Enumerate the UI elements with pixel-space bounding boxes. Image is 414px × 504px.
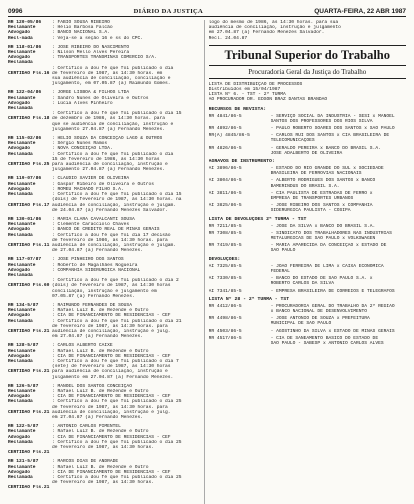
process-row bbox=[209, 276, 406, 286]
case-text bbox=[52, 343, 196, 379]
case-line: : MARCOS DIAS DE ANDRADE bbox=[52, 459, 119, 465]
process-line: SANTOS DOS PROFESSORES DOS RIOS SILVA bbox=[270, 118, 373, 124]
case-label: Advogado bbox=[8, 55, 31, 61]
case-line: de 24.04.87 (a) Fernando Menezes Salvador. bbox=[52, 207, 168, 213]
case-label: Reclamante bbox=[8, 141, 36, 147]
process-line: - EMPRESA BRASILEIRA DE CORREIOS E TELÉGRAFOS bbox=[270, 288, 395, 294]
process-number: AI 3811/86-5 bbox=[208, 190, 242, 196]
process-line: - ALBERTO RODRIGUES DOS SANTOS x BANCO bbox=[270, 178, 376, 184]
process-row bbox=[209, 329, 406, 334]
case-line: : CARLOS ALBERTO CAIXE bbox=[52, 343, 113, 349]
process-row bbox=[209, 126, 406, 131]
case-label: Advogado bbox=[8, 100, 31, 106]
case-line: : Clemente Caracciolo Chaves bbox=[52, 222, 130, 228]
case-line: audiência de conciliação, instrução e julg. bbox=[52, 409, 171, 415]
case-labels bbox=[8, 257, 52, 299]
case-line: : Certifico a dou fé que foi publicado o dia 7 bbox=[52, 358, 179, 364]
case-labels bbox=[8, 303, 52, 339]
case-line: julgamento, em 07.05.87 (a) Raimundo Gomes. bbox=[52, 81, 171, 87]
publication-date: QUARTA-FEIRA, 22 ABR 1987 bbox=[314, 8, 406, 15]
case-label: RR 128-5/87 bbox=[8, 343, 39, 349]
process-number: AI 3896/86-5 bbox=[208, 166, 242, 172]
process-row bbox=[209, 304, 406, 314]
case-line: de fevereiro de 1987, às 14:30 horas. bbox=[52, 445, 154, 451]
process-parties bbox=[271, 316, 406, 326]
case-label: Advogado bbox=[8, 313, 31, 319]
case-label: RR 117-07/87 bbox=[8, 257, 42, 263]
case-label: Reclamada bbox=[8, 475, 33, 481]
process-line: - CIA PAULISTA DE ESTRADAS DE FERRO x bbox=[270, 190, 373, 196]
process-parties bbox=[271, 133, 406, 143]
intro-line: LISTA DE DISTRIBUIÇÃO DE PROCESSOS bbox=[208, 81, 303, 87]
section-title: RECURSOS DE REVISTA: bbox=[208, 106, 267, 112]
case-entry bbox=[8, 90, 196, 132]
case-label: Reclamante bbox=[8, 262, 36, 268]
case-label: Advogado bbox=[8, 267, 31, 273]
case-line: : Certifico a dou fé que foi publicado o dia 25 bbox=[52, 439, 182, 445]
process-line: - SERVIÇO SOCIAL DA INDÚSTRIA - SESI x MANOEL bbox=[270, 113, 395, 119]
case-line: : CIA DE FINANCIAMENTO DE RESIDÊNCIAS - CEF bbox=[52, 469, 171, 475]
process-number: RR 7308/85-5 bbox=[208, 230, 242, 236]
case-labels bbox=[8, 90, 52, 132]
case-label: Advogado bbox=[8, 30, 31, 36]
case-line: : JOSÉ PINHEIRO DOS SANTOS bbox=[52, 257, 124, 263]
case-label: Reclamante bbox=[8, 308, 36, 314]
process-parties bbox=[271, 264, 406, 274]
case-labels bbox=[8, 20, 52, 41]
case-line: que se audiência de conciliação, instrução e bbox=[52, 121, 174, 127]
section-title: LISTA Nº 28 - 2ª TURMA - TST bbox=[208, 296, 290, 302]
case-line: : TRANSPORTES TRANSMINAS COMÉRCIO S/A. bbox=[52, 55, 157, 61]
case-line: : CIA DE FINANCIAMENTO DE RESIDÊNCIAS - CEF bbox=[52, 394, 171, 400]
process-row bbox=[209, 231, 406, 241]
case-label: Recl-mada bbox=[8, 35, 33, 41]
case-line: : Gaspar Ribeiro de Oliveira e Outros bbox=[52, 181, 154, 187]
process-row bbox=[209, 146, 406, 156]
case-text bbox=[52, 257, 196, 299]
process-row bbox=[209, 203, 406, 213]
case-line: : Nilson Mello Alves Pereira bbox=[52, 50, 130, 56]
case-line: : Roberto de Magalhães Nogueira bbox=[52, 262, 138, 268]
case-label: CERTIDÃO Fls.21 bbox=[8, 328, 50, 334]
case-label: RR 120-05/86 bbox=[8, 20, 42, 25]
case-line: : NOVA CONCEIÇÃO LTDA. bbox=[52, 146, 113, 152]
process-number: AI 3825/86-5 bbox=[208, 203, 242, 209]
case-entry bbox=[8, 303, 196, 339]
page-number: 0996 bbox=[8, 8, 23, 15]
process-number: RR 4841/86-5 bbox=[208, 113, 242, 119]
process-row bbox=[209, 191, 406, 201]
case-line: : HÉLIO SOUZA DA CONCEIÇÃO LAGO & OUTROS bbox=[52, 136, 163, 142]
case-line: julgamento 27.04.87 (a) Fernando Menezes. bbox=[52, 126, 166, 132]
case-label: Reclamada bbox=[8, 106, 33, 112]
case-entry bbox=[8, 384, 196, 420]
intro-line: audiência de conciliação, instrução e julgamento bbox=[208, 25, 341, 31]
case-label: CERTIDÃO Fls.16 bbox=[8, 70, 50, 76]
case-text bbox=[52, 90, 196, 132]
process-row bbox=[209, 264, 406, 274]
case-line: : Rafael Luiz B. de Rezende e Outro bbox=[52, 389, 149, 394]
process-parties bbox=[271, 146, 406, 156]
case-label: Reclamada bbox=[8, 232, 33, 238]
intro-line: em 27.04.87 (a) Fernando Menezes Salvador. bbox=[208, 30, 325, 36]
case-text bbox=[52, 384, 196, 420]
case-labels bbox=[8, 217, 52, 253]
process-parties bbox=[271, 336, 406, 346]
case-label: Advogado bbox=[8, 434, 31, 440]
case-label: Advogado bbox=[8, 469, 31, 475]
case-line: : Certifico a dou fé que foi publicado o dia 21 bbox=[52, 318, 182, 324]
process-row bbox=[209, 243, 406, 253]
case-entry bbox=[8, 176, 196, 212]
process-number: RR 4503/86-5 bbox=[208, 328, 242, 334]
case-label: Advogado bbox=[8, 353, 31, 359]
case-line: : CLÁUDIO XAVIER DE OLIVEIRA bbox=[52, 176, 130, 182]
case-label: Reclamada bbox=[8, 358, 33, 364]
process-number: AI 7341/85-5 bbox=[208, 288, 242, 294]
process-parties bbox=[271, 114, 406, 124]
process-parties bbox=[271, 224, 406, 229]
case-line: de fevereiro de 1986, às 14:30 horas. para bbox=[52, 237, 168, 243]
case-line: sua audiência de conciliação, conciliação e bbox=[52, 76, 171, 82]
case-label: CERTIDÃO Fls.21 bbox=[8, 485, 50, 491]
case-label: Reclamante bbox=[8, 464, 36, 470]
process-parties bbox=[271, 304, 406, 314]
case-labels bbox=[8, 45, 52, 87]
case-label: Reclamada bbox=[8, 399, 33, 405]
process-line: - PAULO ROBERTO SOARES DOS SANTOS x SÃO PAULO bbox=[270, 126, 395, 132]
intro-line: Recl. 24.04.87 bbox=[208, 35, 248, 41]
process-line: x BANCO NACIONAL DE DESENVOLVIMENTO bbox=[270, 308, 368, 314]
process-line: - CARLOS RUI DOS SANTOS x CIA BRASILEIRA DE bbox=[270, 133, 390, 139]
case-line: (dois) de fevereiro de 1987, às 14:30 horas bbox=[52, 283, 171, 289]
process-parties bbox=[271, 243, 406, 253]
case-line: de 27.04.87 (a) Fernando Menezes. bbox=[52, 248, 143, 254]
case-line: : RAIMUNDO FERNANDES DE SOUSA bbox=[52, 302, 132, 308]
case-line: : JOSÉ RIBEIRO DO NASCIMENTO bbox=[52, 44, 130, 50]
case-label: CERTIDÃO Fls.17 bbox=[8, 202, 50, 208]
case-line: : BANCO NACIONAL S.A. bbox=[52, 30, 110, 36]
case-line: : JORGE LISBOA & FILHOS LTDA bbox=[52, 90, 130, 96]
page-header bbox=[8, 6, 406, 17]
process-line: SIDERÚRGICA PAULISTA - COSIPA bbox=[270, 208, 351, 214]
process-number: AI 7325/85-5 bbox=[208, 263, 242, 269]
case-label: Reclamada bbox=[8, 151, 33, 157]
case-labels bbox=[8, 343, 52, 379]
case-text bbox=[52, 45, 196, 87]
case-line: audiência de conciliação, instrução e julgam. bbox=[52, 242, 177, 248]
case-line: : MARIA CLARA CAVALCANTI SOUSA bbox=[52, 216, 135, 222]
case-label: Reclamante bbox=[8, 25, 36, 31]
section-title: AGRAVOS DE INSTRUMENTO: bbox=[208, 159, 275, 165]
section-title: LISTA DE DEVOLUÇÕES 2ª TURMA - TST bbox=[208, 216, 307, 222]
process-line: BRASILEIRA DE FERROVIAS NACIONAIS bbox=[270, 171, 362, 177]
case-entry bbox=[8, 459, 196, 490]
process-number: RR 7211/85-5 bbox=[208, 223, 242, 229]
process-line: EMPRESA DE TRANSPORTES URBANOS bbox=[270, 196, 354, 202]
case-line: : Certifico a dou fé que foi publicado o dia 15 bbox=[52, 192, 182, 198]
case-line: : CIA DE FINANCIAMENTO DE RESIDÊNCIAS - CEF bbox=[52, 313, 171, 319]
process-line: - PROCURADORIA GERAL DO TRABALHO DA 2ª REGIÃO bbox=[270, 303, 395, 309]
process-line: SÃO PAULO - SABESP x ANTÔNIO CARLOS ALVES bbox=[270, 340, 384, 346]
case-line: 07.05.87 (a) Fernando Menezes. bbox=[52, 293, 135, 299]
case-label: RR 119-07/86 bbox=[8, 176, 42, 182]
case-label: CERTIDÃO Fls.21 bbox=[8, 450, 50, 456]
case-line: : Certifico a dou fé que foi publicado o dia 25 bbox=[52, 399, 182, 405]
case-line: : MANOEL DOS SANTOS CONCEIÇÃO bbox=[52, 383, 132, 389]
case-line: : Sandro Nunes de Oliveira e Outros bbox=[52, 95, 149, 101]
case-line: de fevereiro de 1987, às 14:30 horas. em bbox=[52, 70, 163, 76]
case-line: 15 de fevereiro de 1986, às 14:30 horas bbox=[52, 156, 160, 162]
process-row bbox=[209, 336, 406, 346]
case-label: RR 134-5/87 bbox=[8, 302, 39, 308]
case-line: de dezembro de 1986, às 14:30 horas. para bbox=[52, 116, 166, 122]
case-label: RR 130-01/86 bbox=[8, 216, 42, 222]
right-intro bbox=[209, 20, 406, 41]
case-label: Reclamante bbox=[8, 222, 36, 228]
case-label: Advogado bbox=[8, 186, 31, 192]
process-line: SÃO PAULO bbox=[270, 248, 296, 254]
case-line: (sete) de fevereiro de 1987, às 14:30 horas bbox=[52, 364, 171, 370]
process-parties bbox=[271, 289, 406, 294]
process-number: AI 7330/85-5 bbox=[208, 276, 242, 282]
process-parties bbox=[271, 329, 406, 334]
process-line: - JOSÉ RIBEIRO DOS SANTOS x COMPANHIA bbox=[270, 203, 373, 209]
case-entry bbox=[8, 217, 196, 253]
case-line: : Rafael Luiz B. de Rezende e Outro bbox=[52, 308, 149, 314]
case-line: : Sérgio Nunes Ramos bbox=[52, 141, 108, 147]
process-parties bbox=[271, 178, 406, 188]
case-line: : Certifico a dou fé que foi publicado o dia 15 bbox=[52, 111, 182, 117]
process-line: MUNICIPAL DE SÃO PAULO bbox=[270, 321, 332, 327]
left-column bbox=[8, 20, 196, 504]
case-text bbox=[52, 459, 196, 490]
case-label: Advogado bbox=[8, 146, 31, 152]
process-line: FEDERAL bbox=[270, 268, 290, 274]
case-label: Reclamada bbox=[8, 192, 33, 198]
process-line: - JOSÉ ANTÔNIO DE SOUZA x PREFEITURA bbox=[270, 316, 370, 322]
case-text bbox=[52, 424, 196, 455]
process-line: - JOÃO FERREIRA DE LIMA x CAIXA ECONÔMICA bbox=[270, 263, 384, 269]
case-label: RR 121-5/87 bbox=[8, 459, 39, 465]
case-entry bbox=[8, 45, 196, 87]
case-label: RR 122-5/87 bbox=[8, 424, 39, 430]
case-label: Reclamante bbox=[8, 389, 36, 394]
case-labels bbox=[8, 136, 52, 172]
case-line: : Hélio Barbosa Falcão bbox=[52, 25, 113, 31]
process-line: BAMERINDUS DO BRASIL S.A. bbox=[270, 183, 340, 189]
case-entry bbox=[8, 257, 196, 299]
process-number: AI 3804/86-5 bbox=[208, 178, 242, 184]
case-line: : BANCO DE CRÉDITO REAL DE MINAS GERAIS bbox=[52, 227, 160, 233]
process-row bbox=[209, 133, 406, 143]
case-line: julgamento em 27.04.87 (a) Fernando Menezes. bbox=[52, 374, 174, 380]
intro-line: Distribuídos em 15/04/1987 bbox=[208, 87, 281, 93]
case-label: Reclamante bbox=[8, 429, 36, 435]
case-labels bbox=[8, 424, 52, 455]
case-line: de fevereiro de 1987, às 14:30 horas. bbox=[52, 480, 154, 486]
case-line: : Rafael Luiz B. de Rezende e Outro bbox=[52, 429, 149, 435]
intro-line: LISTA Nº 6. - TST - 2ª TURMA bbox=[208, 92, 286, 98]
court-title: Tribunal Superior do Trabalho bbox=[209, 45, 406, 66]
case-line: : CIA DE FINANCIAMENTO DE RESIDÊNCIAS - CEF bbox=[52, 434, 171, 440]
case-line: : Rafael Luiz B. de Rezende e Outro bbox=[52, 348, 149, 354]
case-text bbox=[52, 303, 196, 339]
case-line: : Certifico a dou fé que foi dia 17 decisão bbox=[52, 232, 171, 238]
case-line: audiência de conciliação, instrução e julg. bbox=[52, 328, 171, 334]
process-row bbox=[209, 316, 406, 326]
case-label: RR 122-04/86 bbox=[8, 90, 42, 96]
process-number: RR 4412/86-5 bbox=[208, 303, 242, 309]
process-number: RR 4826/86-5 bbox=[208, 145, 242, 151]
case-label: Reclamada bbox=[8, 439, 33, 445]
case-line: em 27.04.87 (a) Fernando Menezes. bbox=[52, 334, 143, 340]
case-entry bbox=[8, 424, 196, 455]
case-line: : Veja-se a seção 16 e ss do CPC. bbox=[52, 35, 143, 41]
columns bbox=[8, 20, 406, 504]
case-line: : Certifico a dou fé que foi publicado o dia 25 bbox=[52, 475, 182, 481]
case-line: : ROMEU MACHADO FILHO S.A. bbox=[52, 186, 124, 192]
process-row bbox=[209, 114, 406, 124]
case-label: Reclamada bbox=[8, 318, 33, 324]
case-line: de fevereiro de 1987, às 14:30 horas. para bbox=[52, 404, 168, 410]
case-label: Reclamada bbox=[8, 272, 33, 278]
case-label: CERTIDÃO Fls.21 bbox=[8, 369, 50, 375]
case-line: : ANTÔNIO CARLOS PIMENTEL bbox=[52, 424, 121, 430]
case-label: RR 115-02/86 bbox=[8, 136, 42, 142]
court-subtitle: Procuradoria Geral da Justiça do Trabalho bbox=[209, 68, 406, 79]
case-line: de fevereiro de 1987, às 14:30 horas. para bbox=[52, 323, 168, 329]
process-number: RR 4892/86-5 bbox=[208, 126, 242, 132]
case-line: audiência de conciliação, instrução e julgam. bbox=[52, 202, 177, 208]
process-line: - BANCO DO ESTADO DE SÃO PAULO S.A. x bbox=[270, 276, 373, 282]
process-line: ROBERTO CARLOS DA SILVA bbox=[270, 281, 334, 287]
case-label: RR 126-5/87 bbox=[8, 383, 39, 389]
case-text bbox=[52, 176, 196, 212]
case-line: conciliação, instrução e julgamento em bbox=[52, 288, 157, 294]
process-number: RR(A) 4845/86-5 bbox=[208, 133, 250, 139]
process-parties bbox=[271, 231, 406, 241]
right-column bbox=[204, 20, 406, 504]
process-line: METALÚRGICAS DE SÃO PAULO x VOLKSWAGEN bbox=[270, 236, 376, 242]
case-line: : Rafael Luiz B. de Rezende e Outro bbox=[52, 464, 149, 470]
process-line: - SINDICATO DOS TRABALHADORES NAS INDÚSTRIAS bbox=[270, 230, 392, 236]
case-entry bbox=[8, 20, 196, 41]
case-line: para audiência de conciliação, instrução e bbox=[52, 162, 168, 168]
case-label: Reclamante bbox=[8, 348, 36, 354]
case-line: em 27.04.87 (a) Fernando Menezes. bbox=[52, 415, 143, 421]
process-line: JOSÉ ADALBERTO DE OLIVEIRA bbox=[270, 150, 343, 156]
case-line: julgamento 27.04.87 (a) Fernando Menezes. bbox=[52, 167, 166, 173]
case-label: Reclamada bbox=[8, 60, 33, 66]
right-sections bbox=[209, 107, 406, 347]
process-line: - MARIA APARECIDA DA CONCEIÇÃO x ESTADO DE bbox=[270, 243, 387, 249]
case-entry bbox=[8, 136, 196, 172]
process-parties bbox=[271, 203, 406, 213]
case-label: CERTIDÃO Fls.21 bbox=[8, 409, 50, 415]
case-label: Reclamante bbox=[8, 181, 36, 187]
section-title: DEVOLUÇÕES: bbox=[208, 256, 241, 262]
process-parties bbox=[271, 166, 406, 176]
intro-line: logo do mesmo de 1986, às 14:30 horas. para sua bbox=[208, 20, 339, 25]
case-line: : Lúcia Alves Pinheiro bbox=[52, 100, 113, 106]
process-row bbox=[209, 166, 406, 176]
process-line: - AGOSTINHO DA SILVA x ESTADO DE MINAS GERAIS bbox=[270, 328, 395, 334]
process-row bbox=[209, 224, 406, 229]
process-parties bbox=[271, 191, 406, 201]
case-line: para audiência de conciliação, instrução e bbox=[52, 369, 168, 375]
case-label: CERTIDÃO Fls.60 bbox=[8, 283, 50, 289]
case-label: Reclamante bbox=[8, 95, 36, 101]
intro-line: AO PROCURADOR DR. EDSON BRAZ DANTAS BRANDÃO bbox=[208, 97, 328, 103]
process-line: - JOSÉ DA SILVA x BANCO DO BRASIL S.A. bbox=[270, 223, 376, 229]
process-line: - GERALDO PEREIRA x BANCO DO BRASIL S.A. bbox=[270, 145, 381, 151]
case-entry bbox=[8, 343, 196, 379]
case-labels bbox=[8, 384, 52, 420]
process-parties bbox=[271, 276, 406, 286]
process-number: RR 4498/86-5 bbox=[208, 316, 242, 322]
case-line: : Certifico a dou fé que foi publicado o dia bbox=[52, 65, 174, 71]
case-line: (dois) de fevereiro de 1987, às 14:30 horas. na bbox=[52, 197, 182, 203]
process-parties bbox=[271, 126, 406, 131]
process-row bbox=[209, 289, 406, 294]
process-number: RR 4517/86-5 bbox=[208, 335, 242, 341]
process-row bbox=[209, 178, 406, 188]
case-label: CERTIDÃO Fls.25 bbox=[8, 162, 50, 168]
case-label: CERTIDÃO Fls.18 bbox=[8, 116, 50, 122]
case-line: : FÁBIO SOUSA RIBEIRO bbox=[52, 20, 110, 25]
case-line: : COMPANHIA SIDERÚRGICA NACIONAL bbox=[52, 267, 141, 273]
process-line: - ESTADO DO RIO GRANDE DO SUL x SOCIEDADE bbox=[270, 166, 384, 172]
case-label: Advogado bbox=[8, 227, 31, 233]
case-label: RR 118-01/86 bbox=[8, 44, 42, 50]
case-text bbox=[52, 20, 196, 41]
case-labels bbox=[8, 459, 52, 490]
case-text bbox=[52, 217, 196, 253]
process-number: RR 7419/85-5 bbox=[208, 243, 242, 249]
distribution-intro bbox=[209, 82, 406, 103]
case-line: : CIA DE FINANCIAMENTO DE RESIDÊNCIAS - CEF bbox=[52, 353, 171, 359]
case-label: CERTIDÃO Fls.11 bbox=[8, 242, 50, 248]
publication-title: DIÁRIO DA JUSTIÇA bbox=[133, 8, 204, 15]
case-line: : Certifico a dou fé que foi publicado o dia 2 bbox=[52, 278, 179, 284]
process-line: - CIA DE SANEAMENTO BÁSICO DO ESTADO DE bbox=[270, 335, 379, 341]
case-text bbox=[52, 136, 196, 172]
case-label: Advogado bbox=[8, 394, 31, 400]
case-line: : Certifico a dou fé que foi publicado o dia bbox=[52, 151, 174, 157]
case-label: Reclamante bbox=[8, 50, 36, 56]
case-labels bbox=[8, 176, 52, 212]
process-line: TELECOMUNICAÇÕES bbox=[270, 138, 315, 144]
